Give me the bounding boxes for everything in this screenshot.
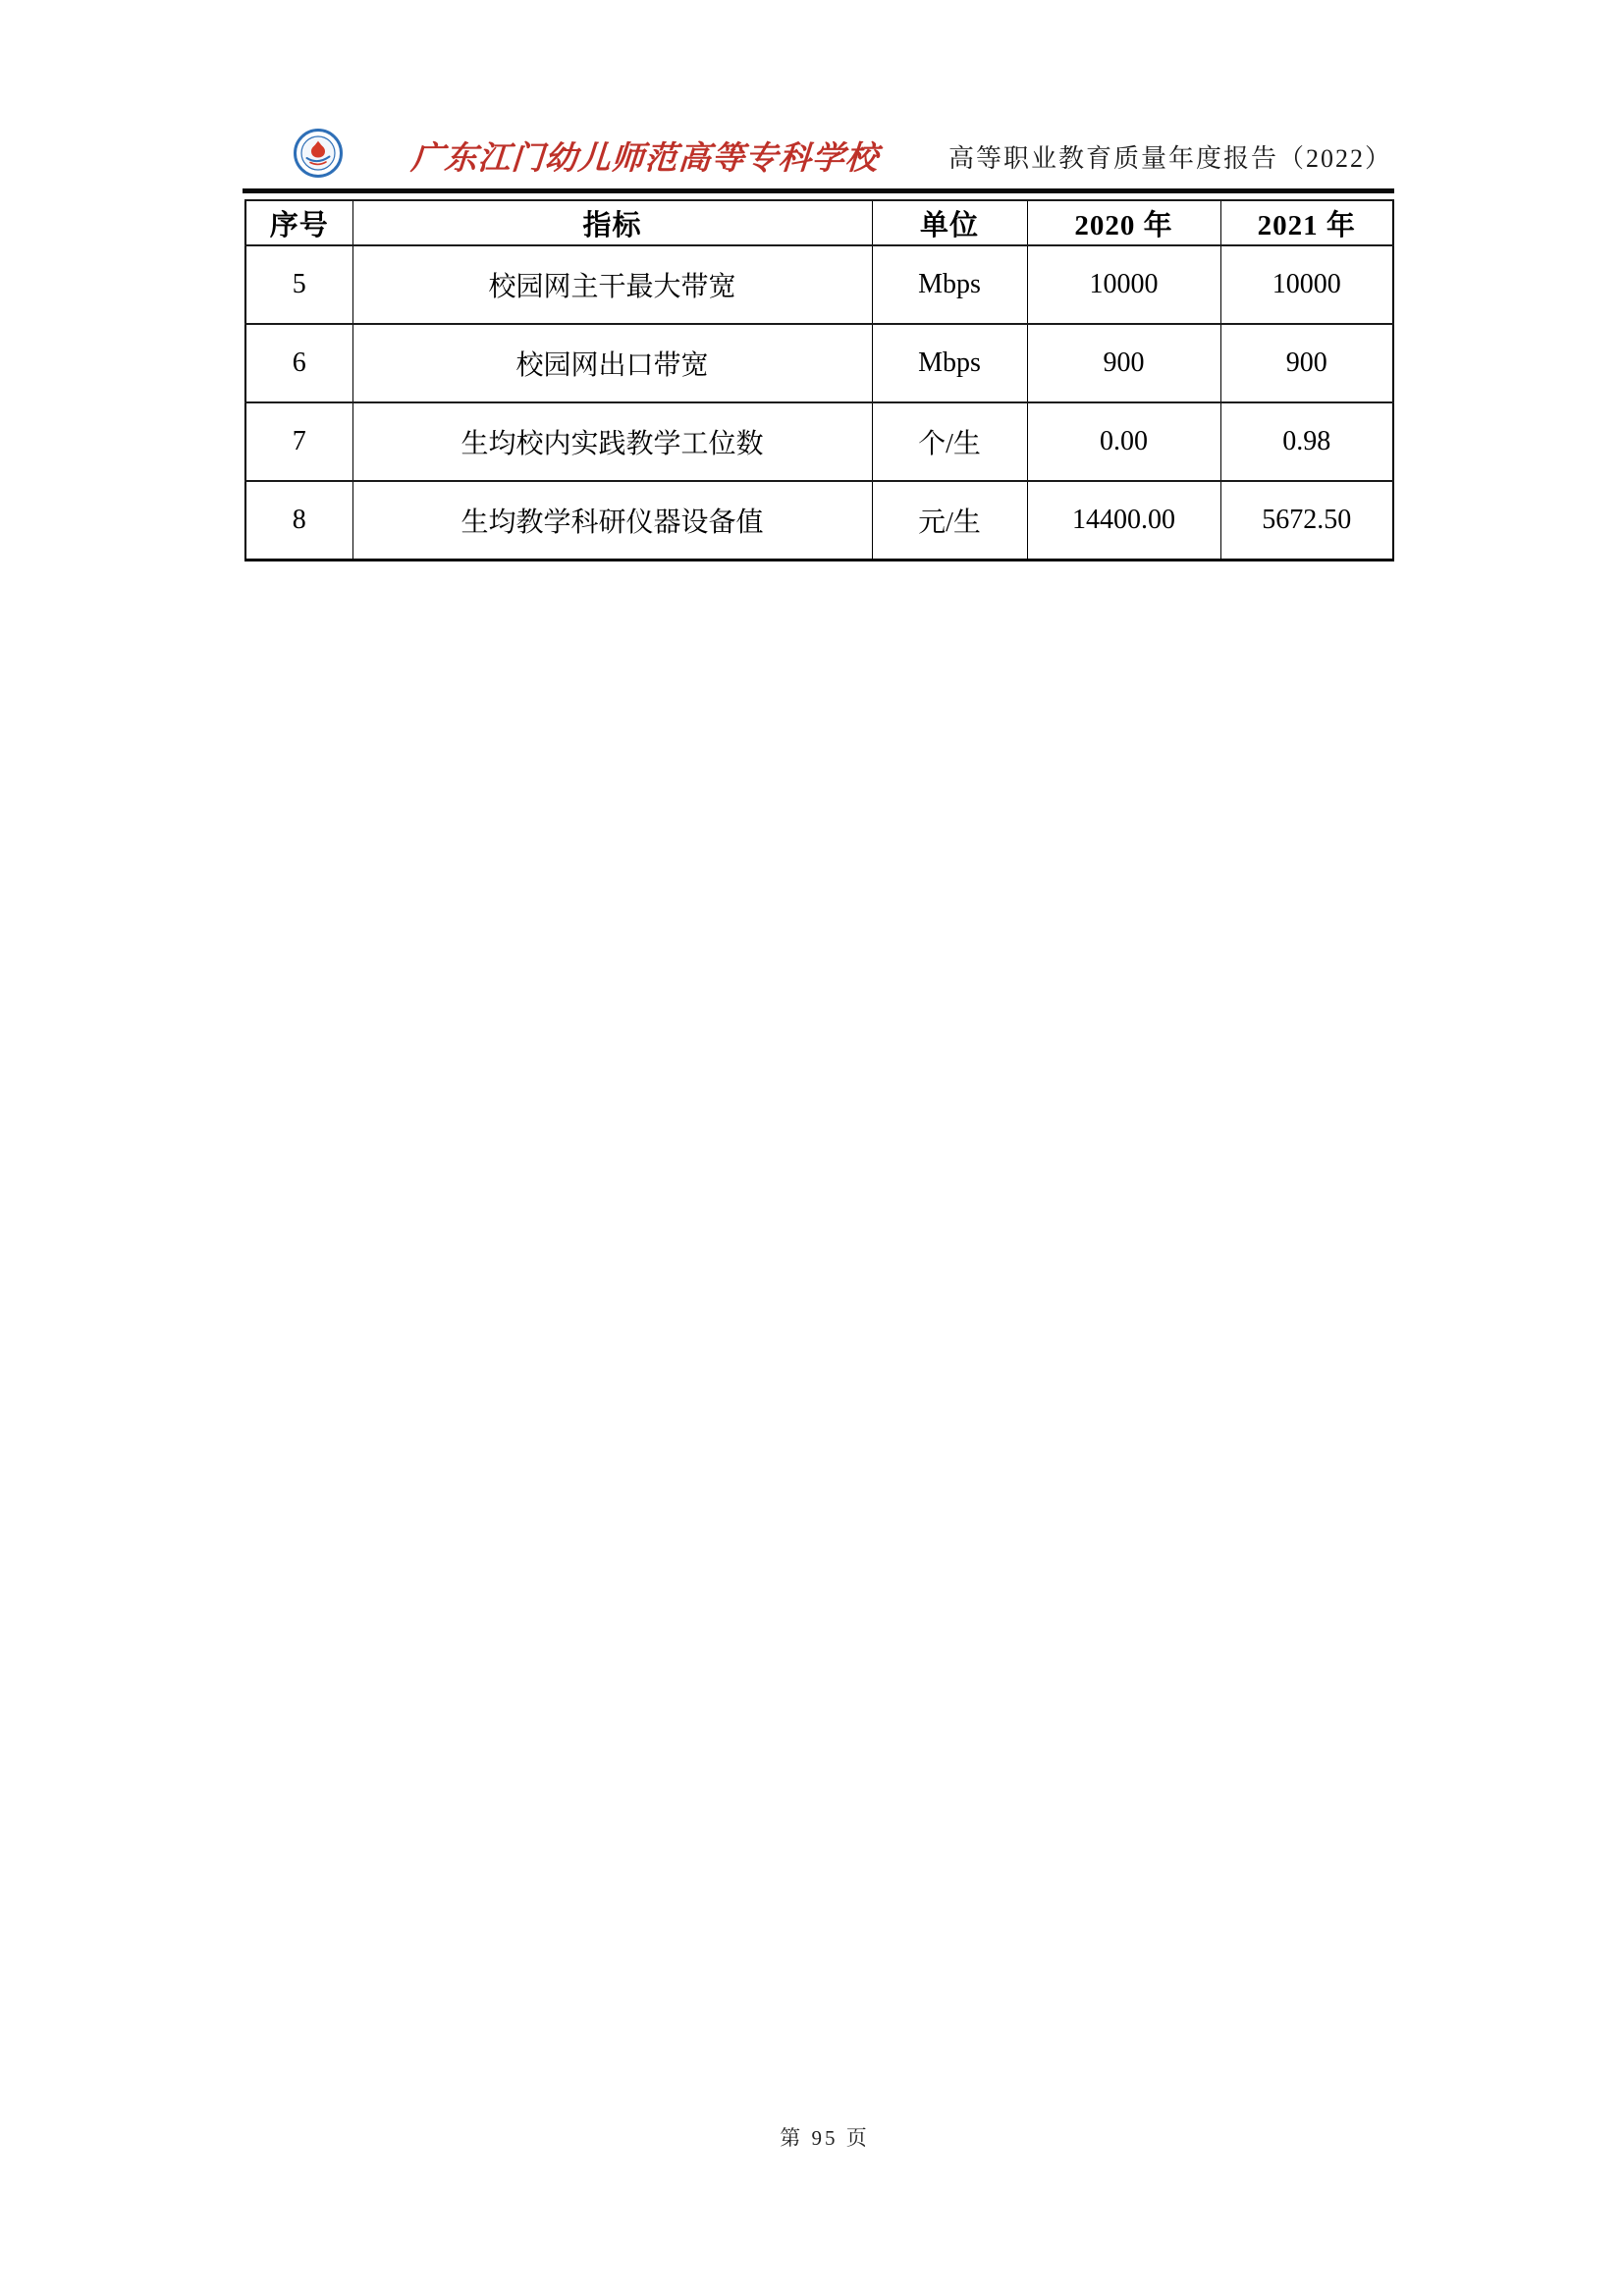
- table-row: [245, 245, 1393, 324]
- page-header: [244, 123, 1392, 187]
- cell-unit: 个/生: [872, 402, 1027, 481]
- table-row: [245, 324, 1393, 402]
- cell-unit: 元/生: [872, 481, 1027, 560]
- cell-2021: 10000: [1220, 245, 1393, 324]
- table-row: [245, 402, 1393, 481]
- table-row: [245, 481, 1393, 560]
- col-header-indicator: 指标: [352, 200, 872, 245]
- cell-indicator: 校园网出口带宽: [352, 324, 872, 402]
- cell-index: 6: [245, 324, 352, 402]
- indicator-table: [244, 199, 1394, 561]
- cell-2020: 10000: [1027, 245, 1220, 324]
- cell-index: 7: [245, 402, 352, 481]
- school-logo-icon: [294, 129, 343, 178]
- cell-2020: 900: [1027, 324, 1220, 402]
- school-name: 广东江门幼儿师范高等专科学校: [409, 141, 881, 177]
- school-logo: [294, 129, 343, 178]
- table-header-row: [245, 200, 1393, 245]
- cell-index: 5: [245, 245, 352, 324]
- cell-indicator: 生均校内实践教学工位数: [352, 402, 872, 481]
- cell-unit: Mbps: [872, 324, 1027, 402]
- cell-indicator: 校园网主干最大带宽: [352, 245, 872, 324]
- col-header-2020: 2020 年: [1027, 200, 1220, 245]
- cell-2021: 0.98: [1220, 402, 1393, 481]
- cell-index: 8: [245, 481, 352, 560]
- col-header-index: 序号: [245, 200, 352, 245]
- header-rule: [243, 188, 1394, 193]
- page-number: 第 95 页: [780, 2126, 870, 2150]
- report-title: 高等职业教育质量年度报告（2022）: [947, 144, 1392, 173]
- cell-unit: Mbps: [872, 245, 1027, 324]
- cell-2021: 5672.50: [1220, 481, 1393, 560]
- col-header-2021: 2021 年: [1220, 200, 1393, 245]
- col-header-unit: 单位: [872, 200, 1027, 245]
- cell-2020: 0.00: [1027, 402, 1220, 481]
- cell-2020: 14400.00: [1027, 481, 1220, 560]
- cell-2021: 900: [1220, 324, 1393, 402]
- cell-indicator: 生均教学科研仪器设备值: [352, 481, 872, 560]
